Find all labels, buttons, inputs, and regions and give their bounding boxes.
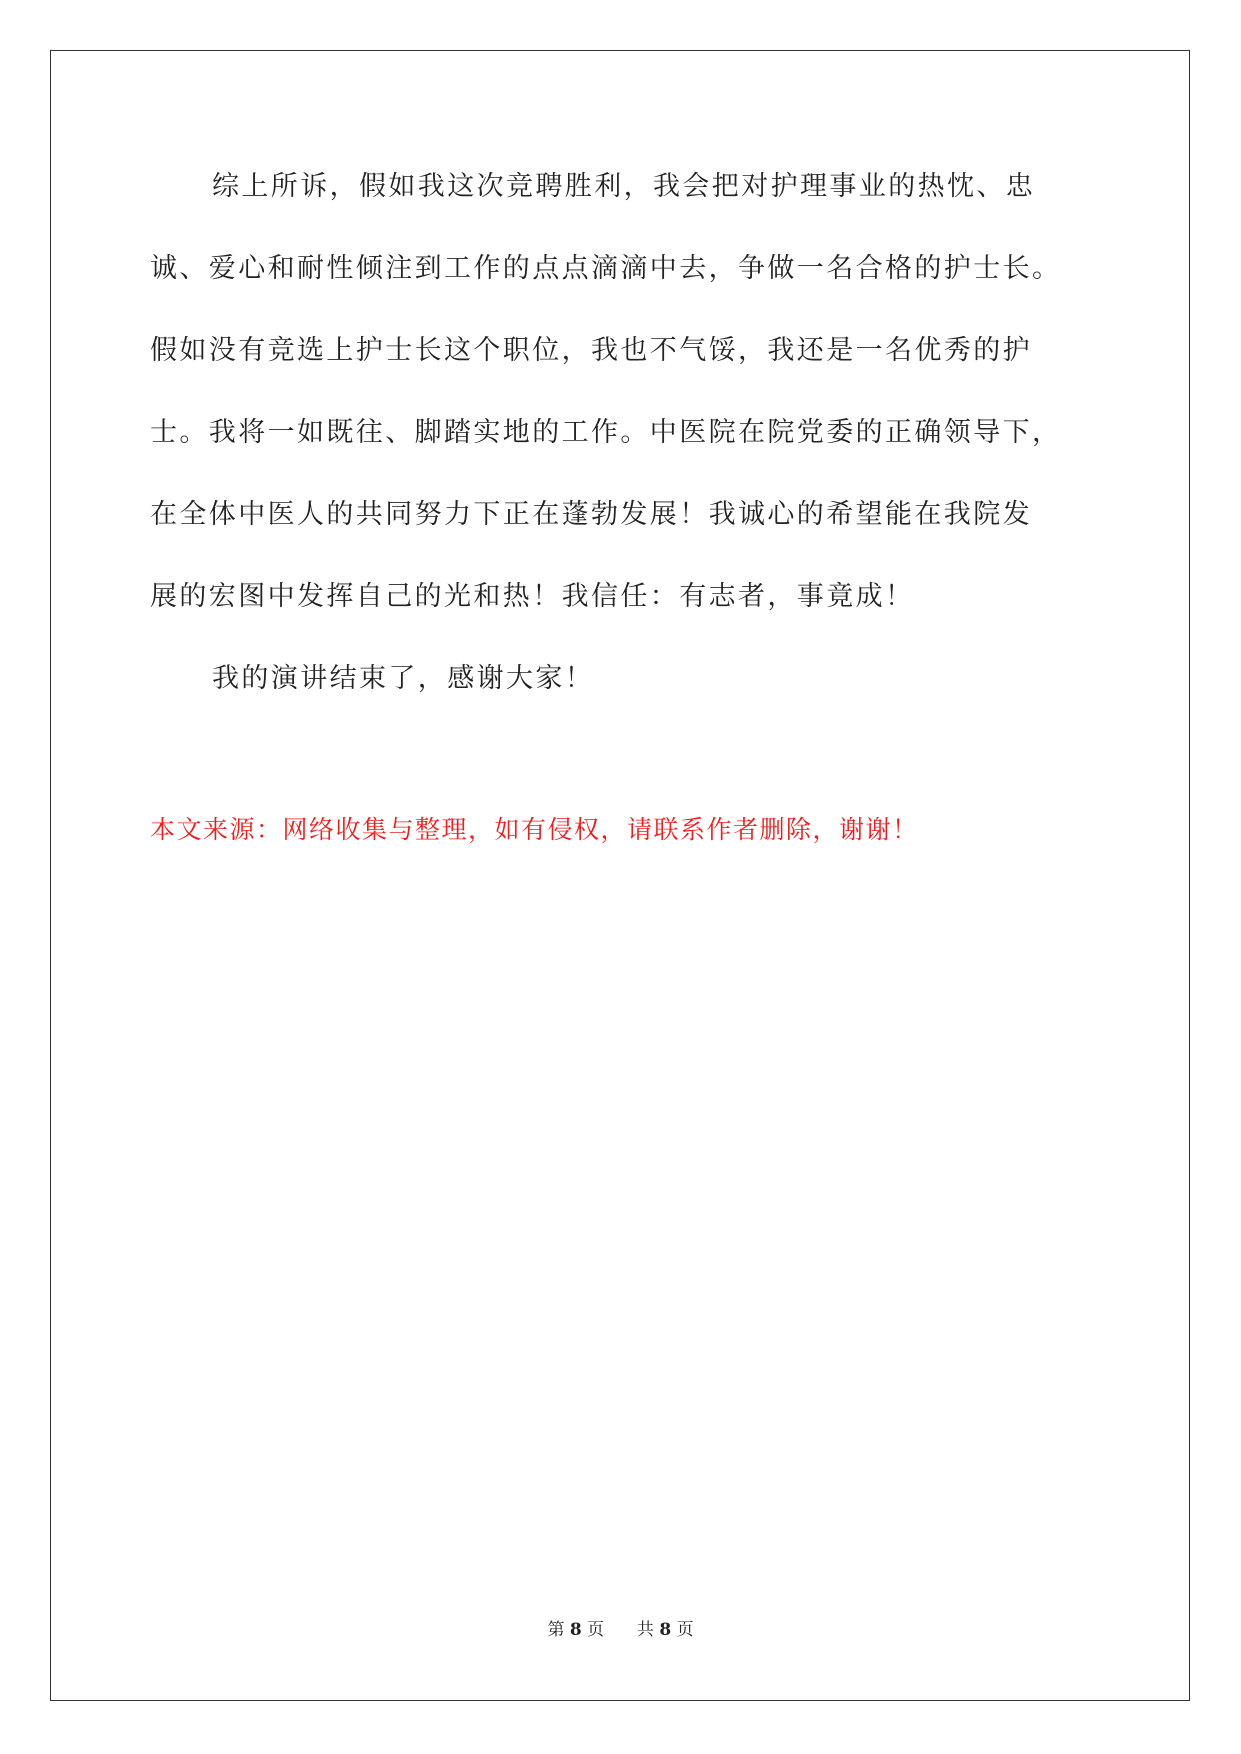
body-line: 综上所诉，假如我这次竞聘胜利，我会把对护理事业的热忱、忠 — [212, 171, 1036, 202]
body-line: 诚、爱心和耐性倾注到工作的点点滴滴中去，争做一名合格的护士长。 — [150, 253, 1062, 284]
body-line: 士。我将一如既往、脚踏实地的工作。中医院在院党委的正确领导下， — [150, 417, 1062, 448]
body-line: 在全体中医人的共同努力下正在蓬勃发展！我诚心的希望能在我院发 — [150, 499, 1032, 530]
page-suffix: 页 — [587, 1620, 605, 1640]
paragraph-conclusion — [150, 160, 1110, 652]
page-footer — [0, 1618, 1241, 1642]
total-suffix: 页 — [676, 1620, 694, 1640]
page-prefix: 第 — [547, 1620, 565, 1640]
total-pages: 8 — [659, 1620, 672, 1640]
paragraph-closing — [150, 652, 1110, 734]
body-line: 假如没有竞选上护士长这个职位，我也不气馁，我还是一名优秀的护 — [150, 335, 1032, 366]
page-number: 8 — [569, 1620, 582, 1640]
document-body — [150, 160, 1110, 734]
closing-line: 我的演讲结束了，感谢大家！ — [212, 663, 595, 694]
body-line: 展的宏图中发挥自己的光和热！我信任：有志者，事竟成！ — [150, 581, 915, 612]
source-note: 本文来源：网络收集与整理，如有侵权，请联系作者删除，谢谢！ — [150, 815, 919, 844]
total-prefix: 共 — [636, 1620, 654, 1640]
